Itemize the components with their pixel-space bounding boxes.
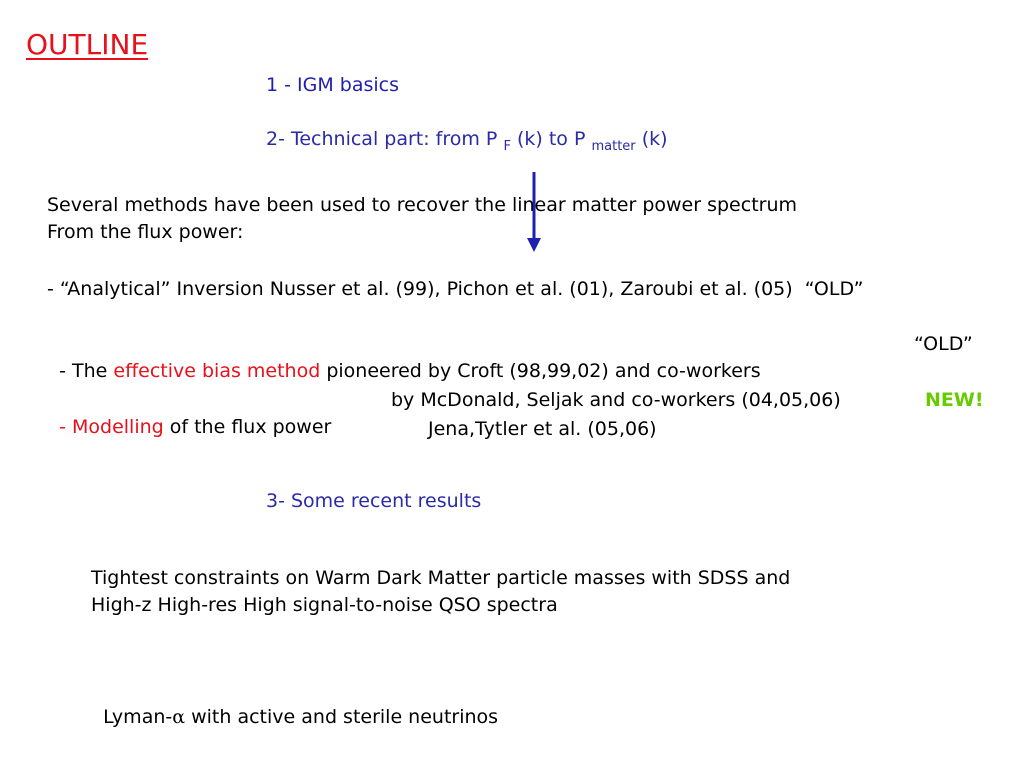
- result-wdm-constraints: [91, 565, 790, 619]
- section-recent-results: 3- Some recent results: [266, 490, 482, 512]
- modelling-highlight: Modelling: [72, 416, 164, 438]
- method-analytical-inversion: - “Analytical” Inversion Nusser et al. (99), Pichon et al. (01), Zaroubi et al. (05) “OLD”: [47, 278, 864, 300]
- methods-intro-line2: From the flux power:: [47, 221, 244, 243]
- result-lyman-alpha-neutrinos: [91, 677, 498, 731]
- section-technical-mid: (k) to P: [516, 128, 586, 150]
- lyman-prefix: Lyman-: [103, 706, 173, 728]
- method-effective-bias-prefix: - The: [59, 360, 114, 382]
- modelling-dash: -: [59, 416, 72, 438]
- method-effective-bias-rest: pioneered by Croft (98,99,02) and co-workers: [320, 360, 761, 382]
- method-modelling: [47, 387, 331, 441]
- modelling-authors-2: Jena,Tytler et al. (05,06): [428, 418, 657, 440]
- new-tag: NEW!: [925, 389, 984, 411]
- method-effective-bias: [47, 331, 761, 385]
- slide-title: OUTLINE: [26, 28, 149, 61]
- section-technical-prefix: 2- Technical part: from P: [266, 128, 498, 150]
- modelling-authors: by McDonald, Seljak and co-workers (04,05,06): [391, 389, 841, 411]
- methods-intro: [47, 192, 797, 246]
- method-modelling-rest: of the flux power: [163, 416, 332, 438]
- methods-intro-line1: Several methods have been used to recover the linear matter power spectrum: [47, 194, 797, 216]
- result-wdm-line2: High-z High-res High signal-to-noise QSO spectra: [91, 594, 558, 616]
- lyman-suffix: with active and sterile neutrinos: [185, 706, 499, 728]
- result-wdm-line1: Tightest constraints on Warm Dark Matter particle masses with SDSS and: [91, 567, 791, 589]
- alpha-symbol: α: [172, 706, 186, 728]
- effective-bias-highlight: effective bias method: [113, 360, 321, 382]
- section-technical-suffix: (k): [641, 128, 668, 150]
- subscript-matter: matter: [591, 139, 636, 154]
- section-igm-basics: 1 - IGM basics: [266, 74, 400, 96]
- section-technical-part: [266, 128, 668, 154]
- old-tag: “OLD”: [914, 333, 973, 355]
- subscript-f: F: [503, 139, 511, 154]
